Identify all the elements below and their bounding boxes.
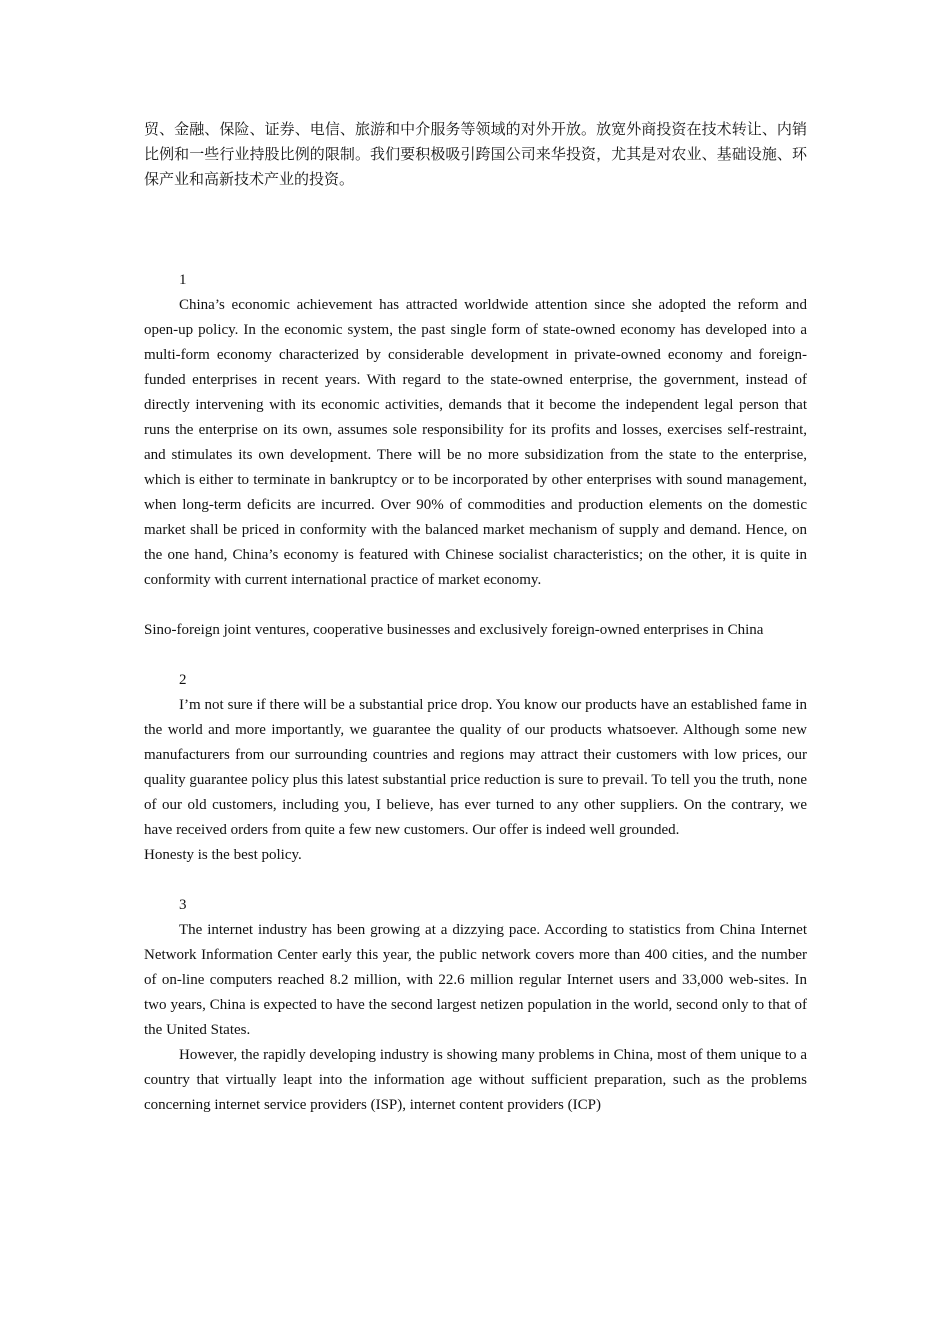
- section-number-2: 2: [179, 672, 187, 688]
- chinese-paragraph: 贸、金融、保险、证券、电信、旅游和中介服务等领域的对外开放。放宽外商投资在技术转让、内销比例和一些行业持股比例的限制。我们要积极吸引跨国公司来华投资，尤其是对农业、基础设施、环保产业和高新技术产业的投资。: [144, 122, 807, 188]
- section-number-1: 1: [179, 272, 187, 288]
- spacer: [144, 193, 807, 268]
- section-2-answer: Honesty is the best policy.: [144, 847, 302, 863]
- spacer: [144, 593, 807, 618]
- section-3-paragraph-1: The internet industry has been growing at a dizzying pace. According to statistics from China Internet Network Information Center early this year, the public network covers more than 400 cities, and the number of on-line computers reached 8.2 million, with 22.6 million regular Internet users and 33,000 web-sites. In two years, China is expected to have the second largest netizen population in the world, second only to that of the United States.: [144, 922, 807, 1038]
- spacer: [144, 868, 807, 893]
- spacer: [144, 643, 807, 668]
- section-2-paragraph: I’m not sure if there will be a substantial price drop. You know our products have an established fame in the world and more importantly, we guarantee the quality of our products whatsoever. Although some new manufacturers from our surrounding countries and regions may attract their customers with low prices, our quality guarantee policy plus this latest substantial price reduction is sure to prevail. To tell you the truth, none of our old customers, including you, I believe, has ever turned to any other suppliers. On the contrary, we have received orders from quite a few new customers. Our offer is indeed well grounded.: [144, 697, 807, 838]
- section-number-3: 3: [179, 897, 187, 913]
- section-1-paragraph: China’s economic achievement has attracted worldwide attention since she adopted the reform and open-up policy. In the economic system, the past single form of state-owned economy has developed into a multi-form economy characterized by considerable development in private-owned economy and foreign-funded enterprises in recent years. With regard to the state-owned enterprise, the government, instead of directly intervening with its economic activities, demands that it become the independent legal person that runs the enterprise on its own, assumes sole responsibility for its profits and losses, exercises self-restraint, and stimulates its own development. There will be no more subsidization from the state to the enterprise, which is either to terminate in bankruptcy or to be incorporated by other enterprises with sound management, when long-term deficits are incurred. Over 90% of commodities and production elements on the domestic market shall be priced in conformity with the balanced market mechanism of supply and demand. Hence, on the one hand, China’s economy is featured with Chinese socialist characteristics; on the other, it is quite in conformity with current international practice of market economy.: [144, 297, 807, 588]
- document-body: [144, 118, 807, 1118]
- section-1-answer: Sino-foreign joint ventures, cooperative businesses and exclusively foreign-owned enterprises in China: [144, 622, 764, 638]
- section-3-paragraph-2: However, the rapidly developing industry is showing many problems in China, most of them unique to a country that virtually leapt into the information age without sufficient preparation, such as the problems concerning internet service providers (ISP), internet content providers (ICP): [144, 1047, 807, 1113]
